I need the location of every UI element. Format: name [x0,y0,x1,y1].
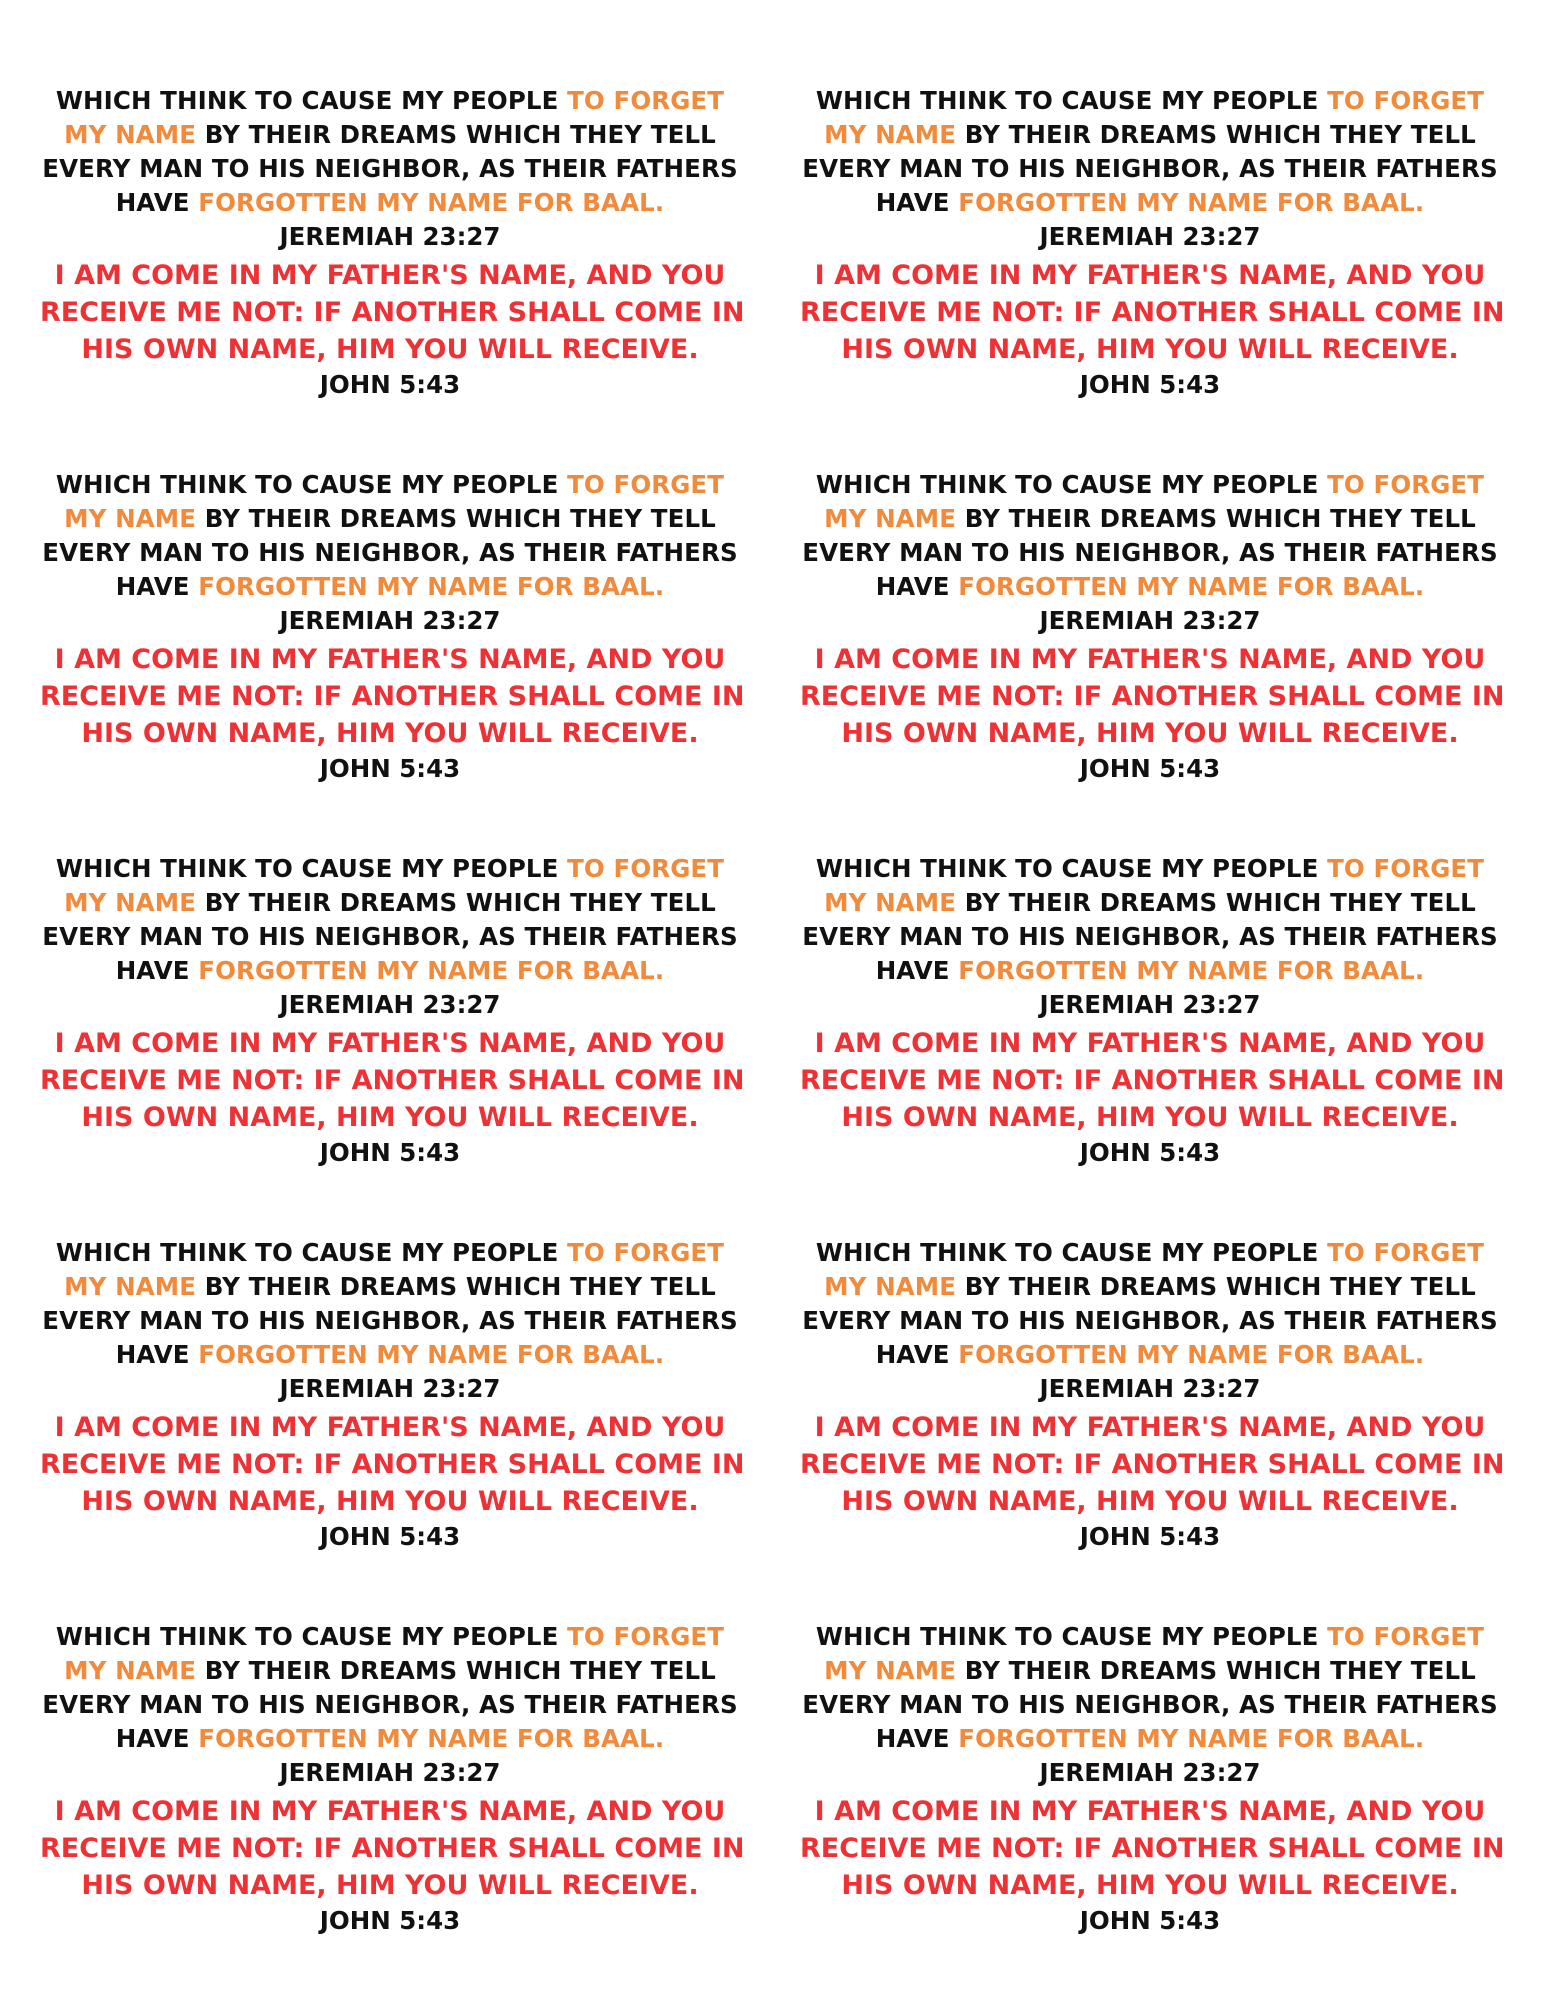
john-reference: JOHN 5:43 [319,1522,461,1551]
jeremiah-verse [800,468,1500,604]
verse-text: WHICH THINK TO CAUSE MY PEOPLE [55,1622,568,1651]
john-reference: JOHN 5:43 [319,370,461,399]
verse-text: BY THEIR DREAMS WHICH THEY TELL [956,504,1476,533]
verse-card [800,468,1505,786]
highlighted-text: MY NAME [64,120,197,149]
john-verse: I AM COME IN MY FATHER'S NAME, AND YOU RECEIVE ME NOT: IF ANOTHER SHALL COME IN HIS OWN NAME, HIM YOU WILL RECEIVE. [800,1796,1505,1901]
highlighted-text: MY NAME [64,1656,197,1685]
john-verse: I AM COME IN MY FATHER'S NAME, AND YOU RECEIVE ME NOT: IF ANOTHER SHALL COME IN HIS OWN NAME, HIM YOU WILL RECEIVE. [40,644,745,749]
verse-text: EVERY MAN TO HIS NEIGHBOR, AS THEIR FATHERS [802,538,1498,567]
verse-text: BY THEIR DREAMS WHICH THEY TELL [196,504,716,533]
highlighted-text: TO FORGET [567,86,725,115]
verse-text: EVERY MAN TO HIS NEIGHBOR, AS THEIR FATHERS [42,922,738,951]
john-verse: I AM COME IN MY FATHER'S NAME, AND YOU RECEIVE ME NOT: IF ANOTHER SHALL COME IN HIS OWN NAME, HIM YOU WILL RECEIVE. [40,260,745,365]
highlighted-text: MY NAME [64,1272,197,1301]
verse-text: HAVE [115,956,199,985]
highlighted-text: FORGOTTEN MY NAME FOR BAAL. [198,188,665,217]
jeremiah-reference: JEREMIAH 23:27 [1039,990,1261,1019]
highlighted-text: FORGOTTEN MY NAME FOR BAAL. [198,572,665,601]
highlighted-text: MY NAME [64,888,197,917]
verse-text: WHICH THINK TO CAUSE MY PEOPLE [55,1238,568,1267]
jeremiah-verse [800,1236,1500,1372]
highlighted-text: TO FORGET [567,470,725,499]
jeremiah-verse [800,852,1500,988]
highlighted-text: MY NAME [64,504,197,533]
verse-text: HAVE [875,1340,959,1369]
verse-text: BY THEIR DREAMS WHICH THEY TELL [196,1656,716,1685]
verse-text: WHICH THINK TO CAUSE MY PEOPLE [815,470,1328,499]
verse-card [800,1620,1505,1938]
highlighted-text: TO FORGET [567,854,725,883]
jeremiah-verse [40,468,740,604]
jeremiah-verse [800,1620,1500,1756]
verse-text: HAVE [875,1724,959,1753]
highlighted-text: MY NAME [824,1656,957,1685]
highlighted-text: FORGOTTEN MY NAME FOR BAAL. [198,956,665,985]
verse-card [800,1236,1505,1554]
verse-text: EVERY MAN TO HIS NEIGHBOR, AS THEIR FATHERS [42,1306,738,1335]
jeremiah-reference: JEREMIAH 23:27 [1039,222,1261,251]
verse-text: EVERY MAN TO HIS NEIGHBOR, AS THEIR FATHERS [42,1690,738,1719]
verse-text: HAVE [115,572,199,601]
jeremiah-verse [40,84,740,220]
jeremiah-verse [40,852,740,988]
john-reference: JOHN 5:43 [319,1906,461,1935]
highlighted-text: TO FORGET [567,1622,725,1651]
verse-text: HAVE [875,956,959,985]
john-verse: I AM COME IN MY FATHER'S NAME, AND YOU RECEIVE ME NOT: IF ANOTHER SHALL COME IN HIS OWN NAME, HIM YOU WILL RECEIVE. [800,1412,1505,1517]
verse-text: BY THEIR DREAMS WHICH THEY TELL [956,888,1476,917]
verse-text: HAVE [875,188,959,217]
john-reference: JOHN 5:43 [1079,370,1221,399]
highlighted-text: TO FORGET [1327,1622,1485,1651]
highlighted-text: FORGOTTEN MY NAME FOR BAAL. [958,572,1425,601]
john-verse: I AM COME IN MY FATHER'S NAME, AND YOU RECEIVE ME NOT: IF ANOTHER SHALL COME IN HIS OWN NAME, HIM YOU WILL RECEIVE. [800,1028,1505,1133]
highlighted-text: TO FORGET [1327,854,1485,883]
highlighted-text: FORGOTTEN MY NAME FOR BAAL. [958,188,1425,217]
john-reference: JOHN 5:43 [319,754,461,783]
john-reference: JOHN 5:43 [1079,1138,1221,1167]
verse-text: BY THEIR DREAMS WHICH THEY TELL [196,120,716,149]
verse-text: BY THEIR DREAMS WHICH THEY TELL [196,888,716,917]
jeremiah-reference: JEREMIAH 23:27 [1039,1758,1261,1787]
john-verse: I AM COME IN MY FATHER'S NAME, AND YOU RECEIVE ME NOT: IF ANOTHER SHALL COME IN HIS OWN NAME, HIM YOU WILL RECEIVE. [40,1412,745,1517]
john-verse: I AM COME IN MY FATHER'S NAME, AND YOU RECEIVE ME NOT: IF ANOTHER SHALL COME IN HIS OWN NAME, HIM YOU WILL RECEIVE. [800,644,1505,749]
jeremiah-reference: JEREMIAH 23:27 [1039,1374,1261,1403]
jeremiah-reference: JEREMIAH 23:27 [279,1374,501,1403]
verse-text: EVERY MAN TO HIS NEIGHBOR, AS THEIR FATHERS [42,538,738,567]
highlighted-text: MY NAME [824,504,957,533]
john-reference: JOHN 5:43 [319,1138,461,1167]
highlighted-text: FORGOTTEN MY NAME FOR BAAL. [198,1340,665,1369]
verse-text: WHICH THINK TO CAUSE MY PEOPLE [55,854,568,883]
verse-text: BY THEIR DREAMS WHICH THEY TELL [956,120,1476,149]
verse-card [40,852,745,1170]
verse-text: HAVE [875,572,959,601]
verse-text: WHICH THINK TO CAUSE MY PEOPLE [815,1238,1328,1267]
john-verse: I AM COME IN MY FATHER'S NAME, AND YOU RECEIVE ME NOT: IF ANOTHER SHALL COME IN HIS OWN NAME, HIM YOU WILL RECEIVE. [40,1028,745,1133]
verse-card [40,468,745,786]
verse-text: EVERY MAN TO HIS NEIGHBOR, AS THEIR FATHERS [802,922,1498,951]
verse-text: EVERY MAN TO HIS NEIGHBOR, AS THEIR FATHERS [802,154,1498,183]
jeremiah-reference: JEREMIAH 23:27 [279,222,501,251]
jeremiah-verse [40,1236,740,1372]
highlighted-text: FORGOTTEN MY NAME FOR BAAL. [958,1724,1425,1753]
verse-text: HAVE [115,1340,199,1369]
verse-text: WHICH THINK TO CAUSE MY PEOPLE [815,1622,1328,1651]
verse-text: WHICH THINK TO CAUSE MY PEOPLE [55,86,568,115]
jeremiah-verse [800,84,1500,220]
highlighted-text: FORGOTTEN MY NAME FOR BAAL. [198,1724,665,1753]
highlighted-text: FORGOTTEN MY NAME FOR BAAL. [958,956,1425,985]
jeremiah-reference: JEREMIAH 23:27 [279,1758,501,1787]
john-reference: JOHN 5:43 [1079,754,1221,783]
verse-text: WHICH THINK TO CAUSE MY PEOPLE [815,854,1328,883]
john-reference: JOHN 5:43 [1079,1906,1221,1935]
verse-text: BY THEIR DREAMS WHICH THEY TELL [196,1272,716,1301]
verse-text: EVERY MAN TO HIS NEIGHBOR, AS THEIR FATHERS [42,154,738,183]
jeremiah-reference: JEREMIAH 23:27 [279,606,501,635]
jeremiah-verse [40,1620,740,1756]
highlighted-text: MY NAME [824,120,957,149]
highlighted-text: MY NAME [824,1272,957,1301]
jeremiah-reference: JEREMIAH 23:27 [279,990,501,1019]
verse-card [800,852,1505,1170]
highlighted-text: TO FORGET [1327,86,1485,115]
highlighted-text: TO FORGET [1327,470,1485,499]
verse-text: EVERY MAN TO HIS NEIGHBOR, AS THEIR FATHERS [802,1690,1498,1719]
jeremiah-reference: JEREMIAH 23:27 [1039,606,1261,635]
highlighted-text: TO FORGET [567,1238,725,1267]
verse-text: BY THEIR DREAMS WHICH THEY TELL [956,1656,1476,1685]
highlighted-text: TO FORGET [1327,1238,1485,1267]
verse-text: HAVE [115,188,199,217]
john-reference: JOHN 5:43 [1079,1522,1221,1551]
john-verse: I AM COME IN MY FATHER'S NAME, AND YOU RECEIVE ME NOT: IF ANOTHER SHALL COME IN HIS OWN NAME, HIM YOU WILL RECEIVE. [800,260,1505,365]
verse-text: WHICH THINK TO CAUSE MY PEOPLE [55,470,568,499]
verse-text: WHICH THINK TO CAUSE MY PEOPLE [815,86,1328,115]
verse-card [40,1620,745,1938]
john-verse: I AM COME IN MY FATHER'S NAME, AND YOU RECEIVE ME NOT: IF ANOTHER SHALL COME IN HIS OWN NAME, HIM YOU WILL RECEIVE. [40,1796,745,1901]
verse-text: HAVE [115,1724,199,1753]
highlighted-text: MY NAME [824,888,957,917]
verse-card [40,1236,745,1554]
verse-text: EVERY MAN TO HIS NEIGHBOR, AS THEIR FATHERS [802,1306,1498,1335]
verse-card [800,84,1505,402]
verse-text: BY THEIR DREAMS WHICH THEY TELL [956,1272,1476,1301]
verse-card [40,84,745,402]
highlighted-text: FORGOTTEN MY NAME FOR BAAL. [958,1340,1425,1369]
